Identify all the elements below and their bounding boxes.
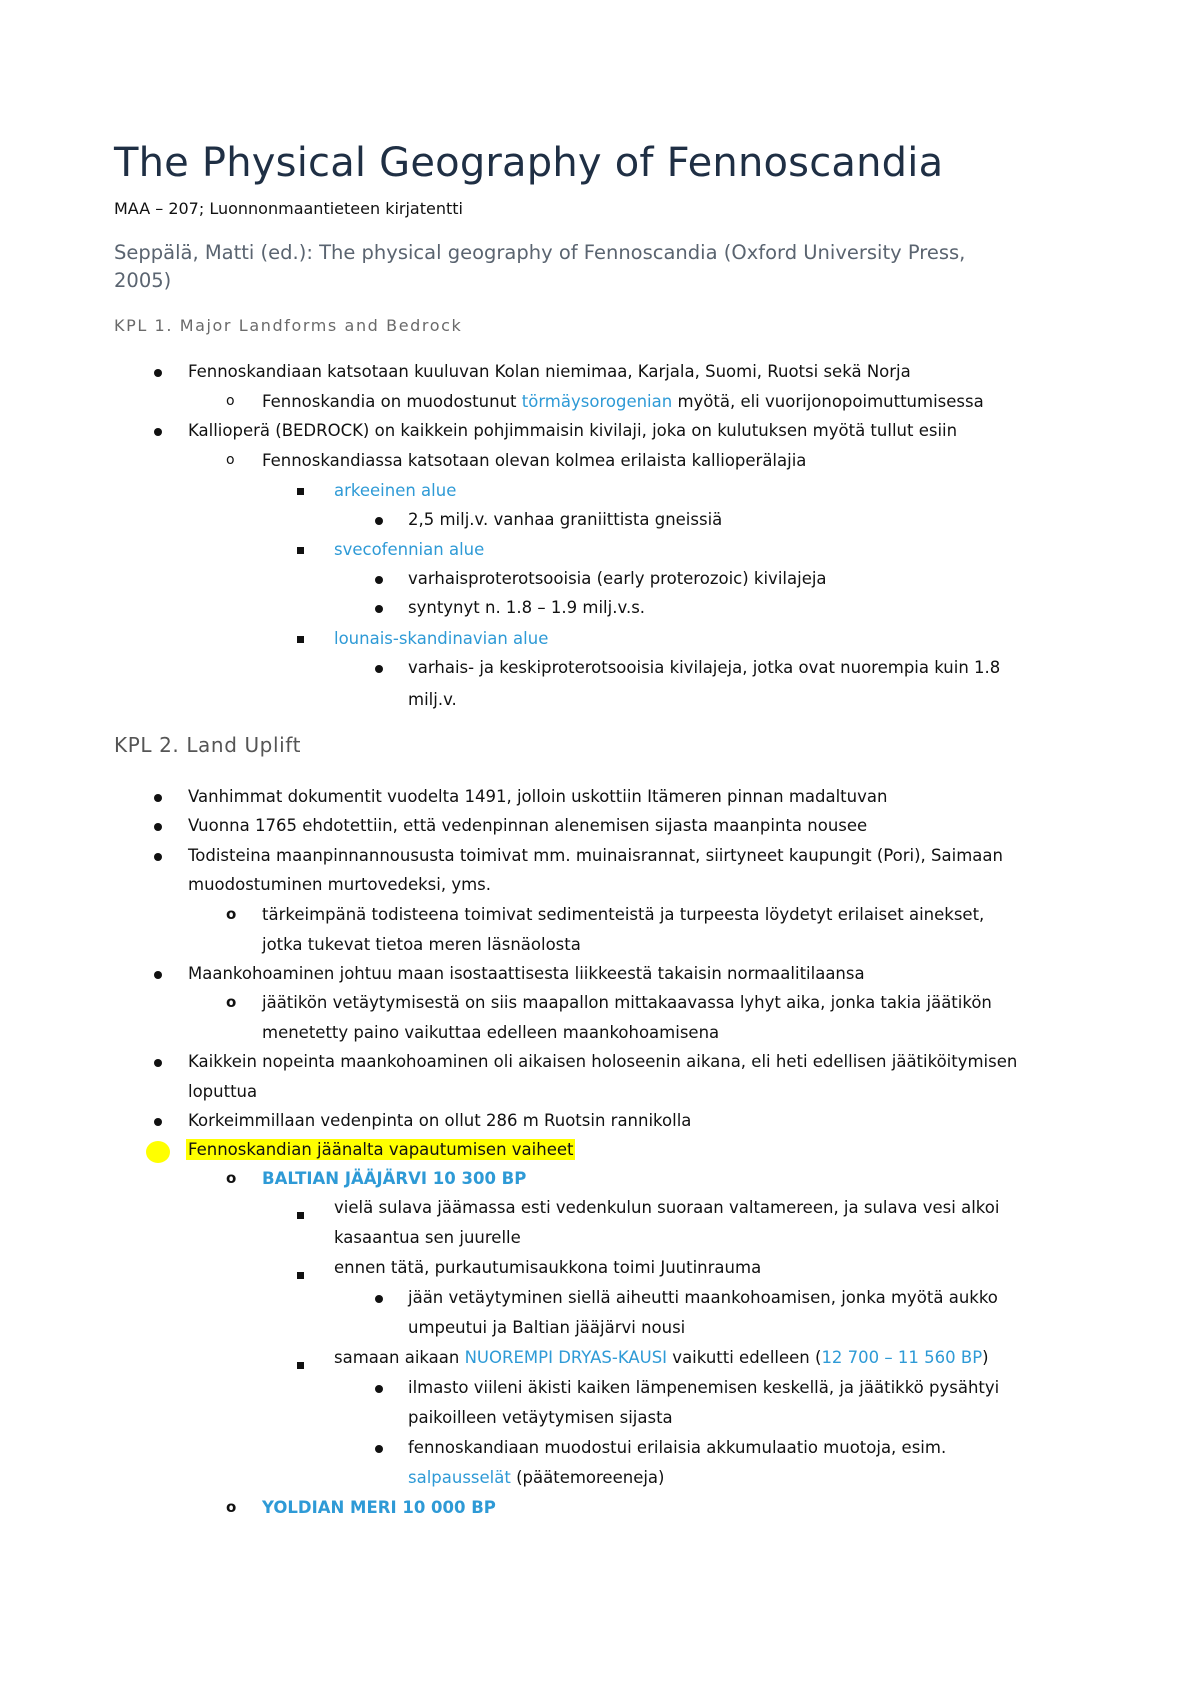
list-item: jään vetäytyminen siellä aiheutti maankohoamisen, jonka myötä aukko — [408, 1288, 998, 1307]
circle-bullet-icon: o — [226, 452, 235, 468]
square-bullet-icon — [297, 547, 304, 554]
source-citation-line-2: 2005) — [114, 269, 172, 292]
page-title: The Physical Geography of Fennoscandia — [114, 140, 944, 186]
list-item-continuation: kasaantua sen juurelle — [334, 1228, 521, 1247]
list-item: Vuonna 1765 ehdotettiin, että vedenpinnan alenemisen sijasta maanpinta nousee — [188, 816, 868, 835]
list-item: Fennoskandiassa katsotaan olevan kolmea erilaista kallioperälajia — [262, 451, 807, 470]
list-item: svecofennian alue — [334, 540, 485, 559]
square-bullet-icon — [297, 1362, 304, 1369]
bullet-icon — [375, 665, 383, 673]
bullet-icon — [375, 1295, 383, 1303]
bullet-icon — [375, 1445, 383, 1453]
square-bullet-icon — [297, 488, 304, 495]
source-citation-line-1: Seppälä, Matti (ed.): The physical geography of Fennoscandia (Oxford University Press, — [114, 241, 966, 264]
bullet-icon — [154, 853, 162, 861]
bullet-icon — [154, 794, 162, 802]
list-item: ennen tätä, purkautumisaukkona toimi Juutinrauma — [334, 1258, 762, 1277]
list-item-continuation: umpeutui ja Baltian jääjärvi nousi — [408, 1318, 686, 1337]
section-heading-kpl2: KPL 2. Land Uplift — [114, 733, 302, 757]
highlighted-list-item: Fennoskandian jäänalta vapautumisen vaiheet — [188, 1140, 574, 1159]
list-item: varhais- ja keskiproterotsooisia kivilajeja, jotka ovat nuorempia kuin 1.8 — [408, 658, 1001, 677]
bullet-icon — [152, 1147, 164, 1157]
bullet-icon — [154, 369, 162, 377]
list-item-continuation: paikoilleen vetäytymisen sijasta — [408, 1408, 673, 1427]
list-item: Vanhimmat dokumentit vuodelta 1491, jolloin uskottiin Itämeren pinnan madaltuvan — [188, 787, 888, 806]
list-item: jäätikön vetäytymisestä on siis maapallon mittakaavassa lyhyt aika, jonka takia jäätikön — [262, 993, 992, 1012]
list-item: Fennoskandia on muodostunut törmäysorogenian myötä, eli vuorijonopoimuttumisessa — [262, 392, 984, 411]
list-item-continuation: menetetty paino vaikuttaa edelleen maankohoamisena — [262, 1023, 720, 1042]
list-item: Fennoskandiaan katsotaan kuuluvan Kolan niemimaa, Karjala, Suomi, Ruotsi sekä Norja — [188, 362, 911, 381]
list-item: varhaisproterotsooisia (early proterozoic) kivilajeja — [408, 569, 827, 588]
list-item-continuation: milj.v. — [408, 690, 457, 709]
list-item: Korkeimmillaan vedenpinta on ollut 286 m Ruotsin rannikolla — [188, 1111, 692, 1130]
list-item: fennoskandiaan muodostui erilaisia akkumulaatio muotoja, esim. — [408, 1438, 947, 1457]
section-heading-kpl1: KPL 1. Major Landforms and Bedrock — [114, 316, 463, 335]
circle-bullet-icon: o — [226, 993, 237, 1011]
list-item: 2,5 milj.v. vanhaa graniittista gneissiä — [408, 510, 723, 529]
list-item: Kaikkein nopeinta maankohoaminen oli aikaisen holoseenin aikana, eli heti edellisen jäätiköitymisen — [188, 1052, 1018, 1071]
bullet-icon — [154, 1059, 162, 1067]
term-link: NUOREMPI DRYAS-KAUSI — [464, 1348, 668, 1367]
circle-bullet-icon: o — [226, 393, 235, 409]
list-item: ilmasto viileni äkisti kaiken lämpenemisen keskellä, ja jäätikkö pysähtyi — [408, 1378, 1000, 1397]
course-subtitle: MAA – 207; Luonnonmaantieteen kirjatentti — [114, 199, 463, 218]
stage-heading: BALTIAN JÄÄJÄRVI 10 300 BP — [262, 1169, 527, 1188]
bullet-icon — [154, 971, 162, 979]
square-bullet-icon — [297, 1272, 304, 1279]
list-item: Todisteina maanpinnannoususta toimivat mm. muinaisrannat, siirtyneet kaupungit (Pori), Saimaan — [188, 846, 1003, 865]
term-link: törmäysorogenian — [521, 392, 673, 411]
bullet-icon — [375, 1385, 383, 1393]
date-range: 12 700 – 11 560 BP — [821, 1348, 983, 1367]
bullet-icon — [154, 1118, 162, 1126]
list-item: Kallioperä (BEDROCK) on kaikkein pohjimmaisin kivilaji, joka on kulutuksen myötä tullut esiin — [188, 421, 958, 440]
list-item: syntynyt n. 1.8 – 1.9 milj.v.s. — [408, 598, 646, 617]
list-item: samaan aikaan NUOREMPI DRYAS-KAUSI vaikutti edelleen (12 700 – 11 560 BP) — [334, 1348, 989, 1367]
square-bullet-icon — [297, 1212, 304, 1219]
list-item-continuation: loputtua — [188, 1082, 258, 1101]
list-item: Maankohoaminen johtuu maan isostaattisesta liikkeestä takaisin normaalitilaansa — [188, 964, 865, 983]
list-item-continuation: jotka tukevat tietoa meren läsnäolosta — [262, 935, 581, 954]
bullet-icon — [375, 605, 383, 613]
bullet-icon — [154, 428, 162, 436]
stage-heading: YOLDIAN MERI 10 000 BP — [262, 1498, 496, 1517]
circle-bullet-icon: o — [226, 1498, 237, 1516]
list-item: tärkeimpänä todisteena toimivat sedimenteistä ja turpeesta löydetyt erilaiset ainekset, — [262, 905, 985, 924]
bullet-icon — [154, 823, 162, 831]
list-item-continuation: muodostuminen murtovedeksi, yms. — [188, 875, 492, 894]
circle-bullet-icon: o — [226, 905, 237, 923]
square-bullet-icon — [297, 636, 304, 643]
list-item: vielä sulava jäämassa esti vedenkulun suoraan valtamereen, ja sulava vesi alkoi — [334, 1198, 1000, 1217]
bullet-icon — [375, 576, 383, 584]
bullet-icon — [375, 517, 383, 525]
list-item: arkeeinen alue — [334, 481, 457, 500]
circle-bullet-icon: o — [226, 1169, 237, 1187]
term-link: salpausselät — [408, 1468, 511, 1487]
list-item: lounais-skandinavian alue — [334, 629, 549, 648]
list-item-continuation: salpausselät (päätemoreeneja) — [408, 1468, 665, 1487]
